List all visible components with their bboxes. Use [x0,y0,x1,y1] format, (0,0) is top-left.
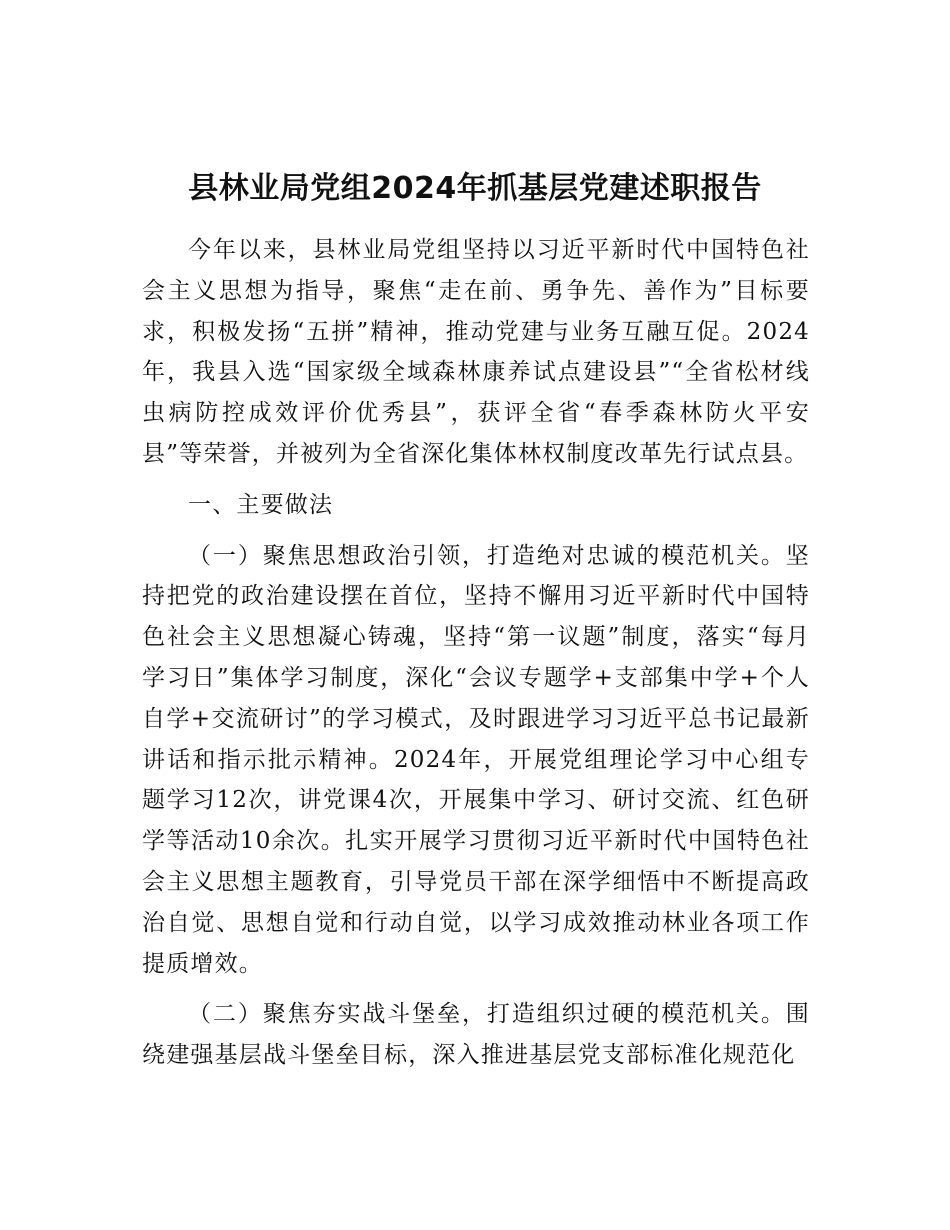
body-paragraph-1: （一）聚焦思想政治引领，打造绝对忠诚的模范机关。坚持把党的政治建设摆在首位，坚持不懈用习近平新时代中国特色社会主义思想凝心铸魂，坚持“第一议题”制度，落实“每月学习日”集体学习制度，深化“会议专题学+支部集中学+个人自学+交流研讨”的学习模式，及时跟进学习习近平总书记最新讲话和指示批示精神。2024年，开展党组理论学习中心组专题学习12次，讲党课4次，开展集中学习、研讨交流、红色研学等活动10余次。扎实开展学习贯彻习近平新时代中国特色社会主义思想主题教育，引导党员干部在深学细悟中不断提高政治自觉、思想自觉和行动自觉，以学习成效推动林业各项工作提质增效。 [142,542,810,977]
intro-paragraph: 今年以来，县林业局党组坚持以习近平新时代中国特色社会主义思想为指导，聚焦“走在前、勇争先、善作为”目标要求，积极发扬“五拼”精神，推动党建与业务互融互促。2024年，我县入选“国家级全域森林康养试点建设县”“全省松材线虫病防控成效评价优秀县”，获评全省“春季森林防火平安县”等荣誉，并被列为全省深化集体林权制度改革先行试点县。 [142,237,810,467]
body-paragraph-2: （二）聚焦夯实战斗堡垒，打造组织过硬的模范机关。围绕建强基层战斗堡垒目标，深入推进基层党支部标准化规范化 [142,1001,810,1069]
document-title: 县林业局党组2024年抓基层党建述职报告 [188,171,762,206]
document-body [142,230,810,1076]
section-heading: 一、主要做法 [188,491,334,518]
